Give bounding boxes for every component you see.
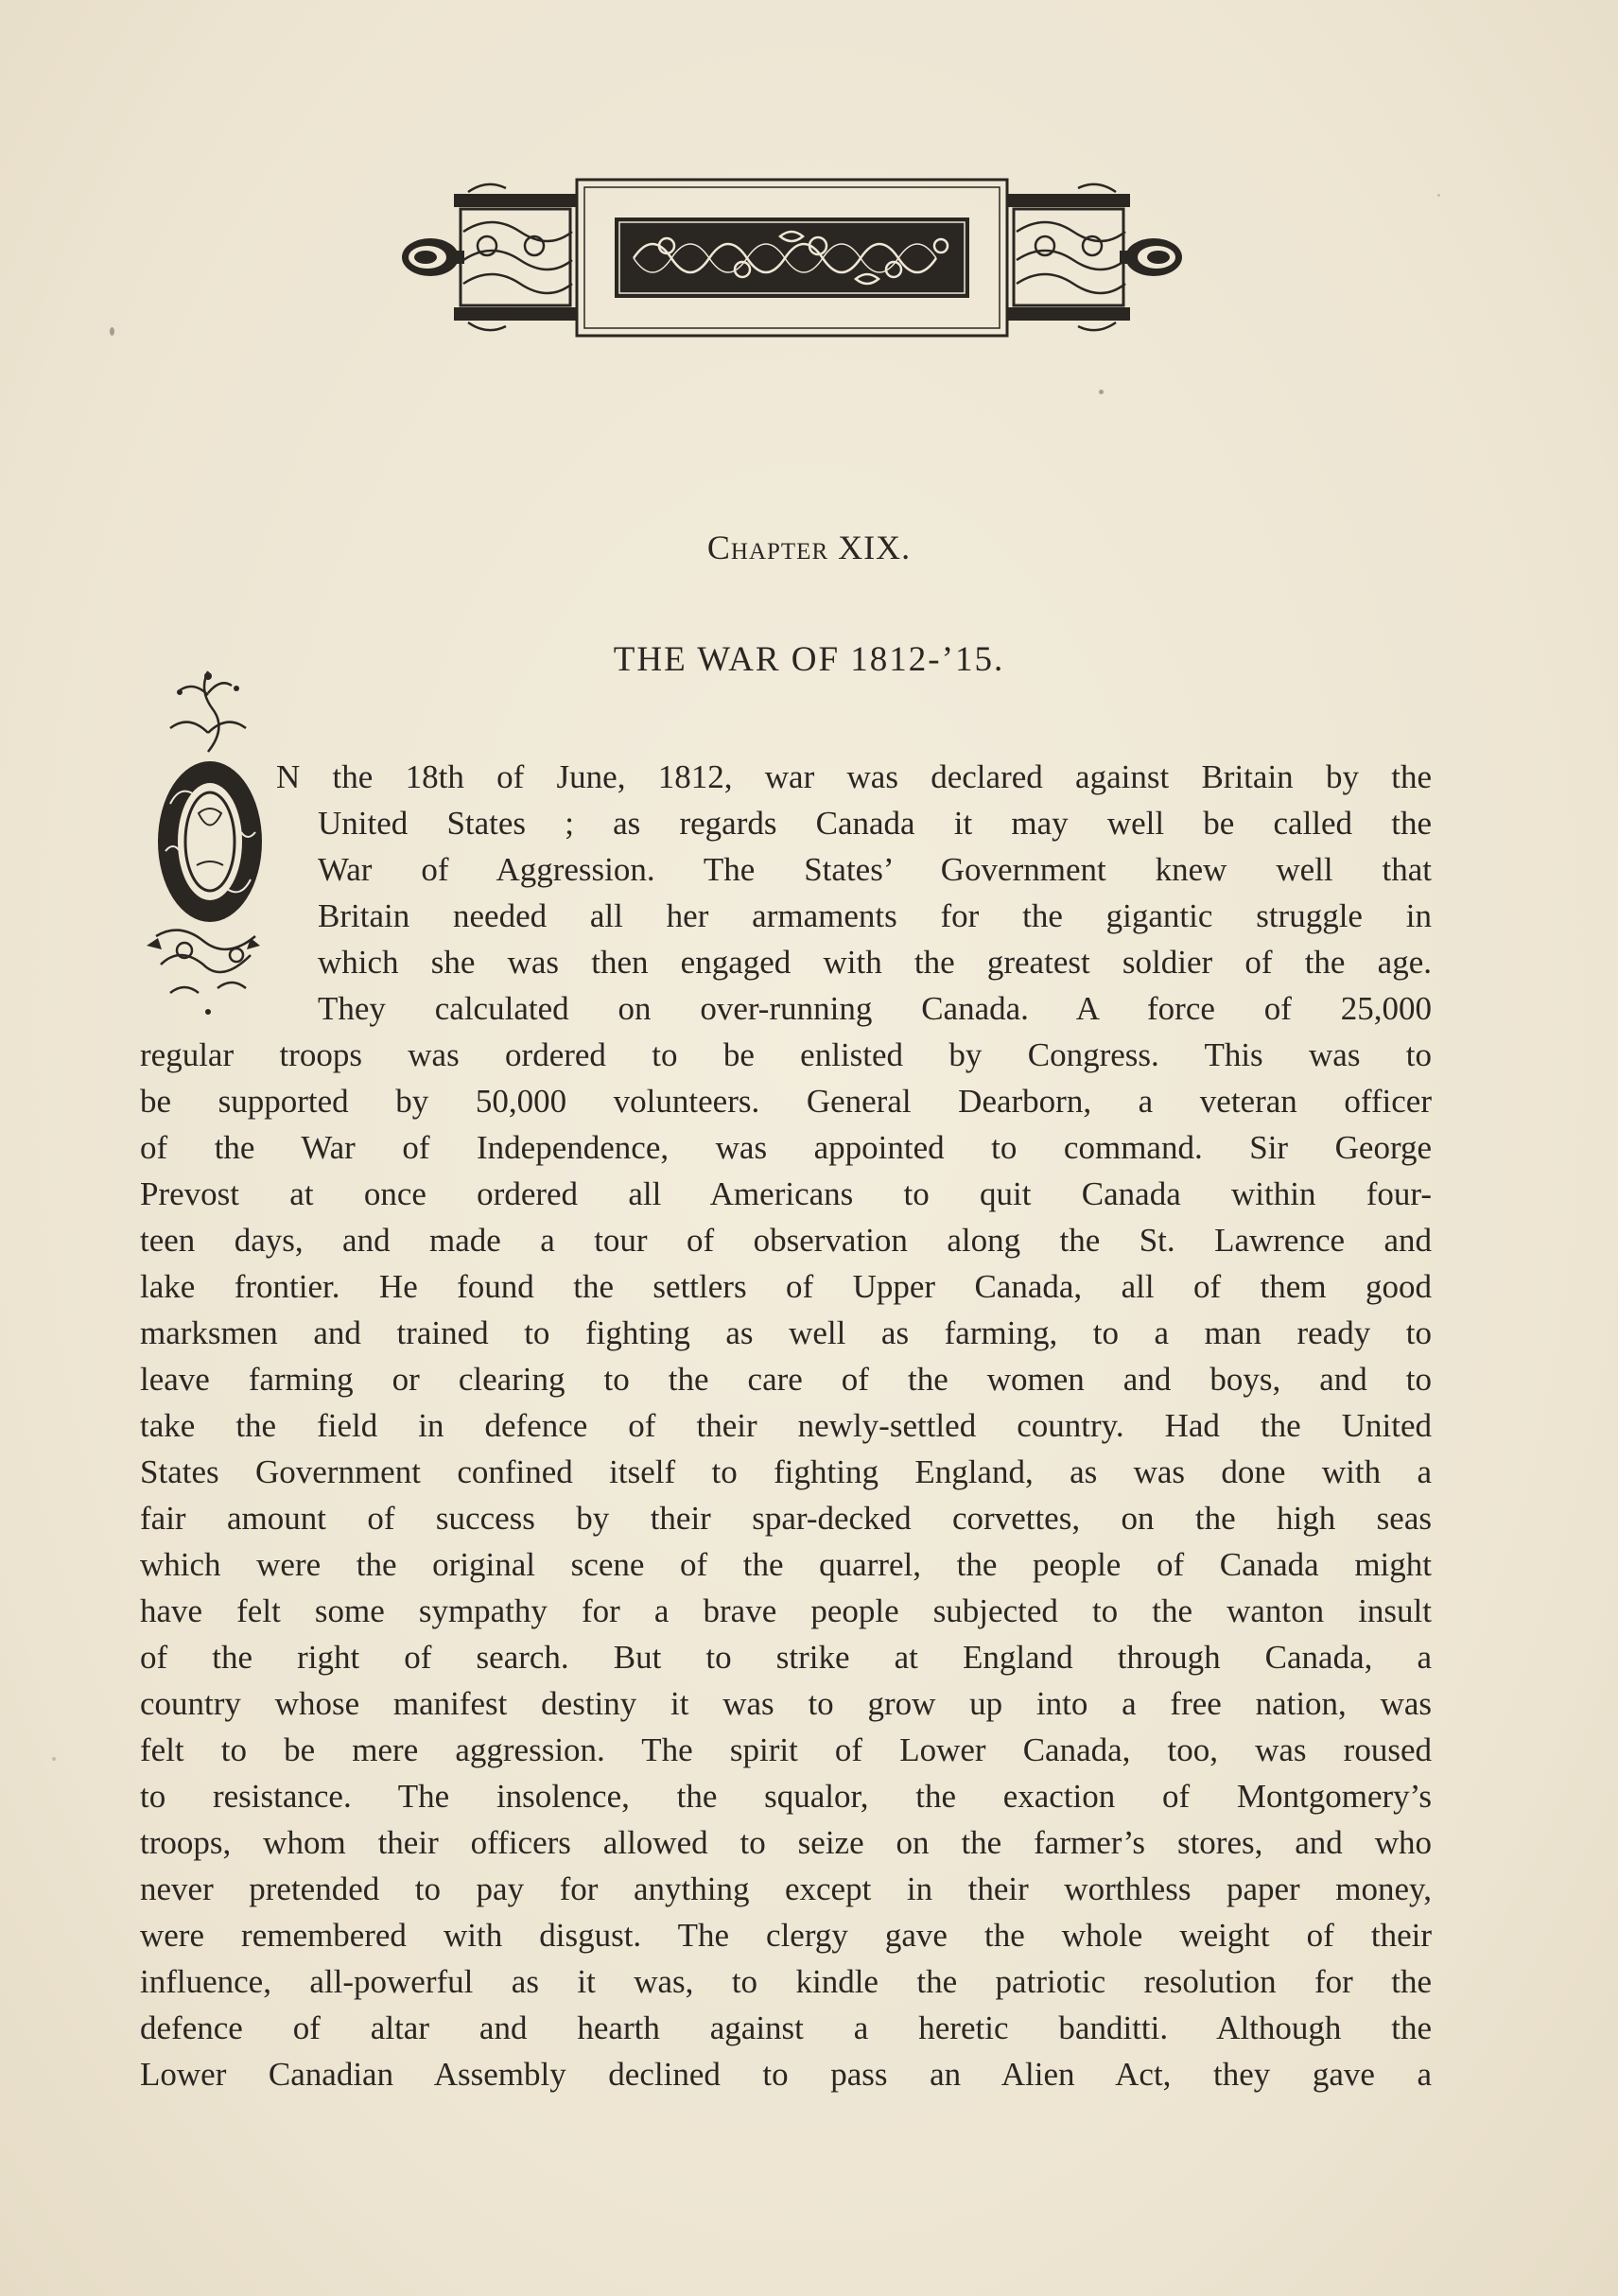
text-line: troops, whom their officers allowed to seize on the farmer’s stores, and who [140,1824,1432,1861]
text-line: United States ; as regards Canada it may well be called the [318,805,1432,842]
text-line: War of Aggression. The States’ Government knew well that [318,851,1432,888]
paper-speck [52,1757,56,1761]
text-line: take the field in defence of their newly-settled country. Had the United [140,1407,1432,1444]
drop-cap-paragraph [276,754,1432,1032]
headpiece-ornament-icon [383,175,1201,340]
paper-speck [1099,390,1104,394]
text-line: influence, all-powerful as it was, to kindle the patriotic resolution for the [140,1963,1432,2000]
text-line: which she was then engaged with the greatest soldier of the age. [318,944,1432,981]
text-line: N the 18th of June, 1812, war was declared against Britain by the [276,758,1432,795]
text-line: States Government confined itself to fighting England, as was done with a [140,1453,1432,1490]
text-line: be supported by 50,000 volunteers. General Dearborn, a veteran officer [140,1083,1432,1120]
chapter-title: THE WAR OF 1812-’15. [613,640,1005,679]
text-line: lake frontier. He found the settlers of Upper Canada, all of them good [140,1268,1432,1305]
decorated-initial-icon [142,662,274,1021]
text-line: defence of altar and hearth against a heretic banditti. Although the [140,2009,1432,2046]
text-line: which were the original scene of the quarrel, the people of Canada might [140,1546,1432,1583]
text-line: felt to be mere aggression. The spirit of Lower Canada, too, was roused [140,1731,1432,1768]
body-paragraph [140,1032,1432,2097]
text-line: Britain needed all her armaments for the gigantic struggle in [318,897,1432,934]
text-line: of the right of search. But to strike at England through Canada, a [140,1639,1432,1676]
text-line: were remembered with disgust. The clergy gave the whole weight of their [140,1917,1432,1954]
text-line: Lower Canadian Assembly declined to pass an Alien Act, they gave a [140,2056,1432,2093]
text-line: never pretended to pay for anything except in their worthless paper money, [140,1870,1432,1907]
chapter-number: Chapter XIX. [706,529,912,566]
paper-speck [110,327,114,336]
paper-speck [1437,194,1440,197]
text-line: of the War of Independence, was appointed to command. Sir George [140,1129,1432,1166]
text-line: marksmen and trained to fighting as well as farming, to a man ready to [140,1314,1432,1351]
text-line: to resistance. The insolence, the squalor, the exaction of Montgomery’s [140,1778,1432,1815]
text-line: They calculated on over-running Canada. A force of 25,000 [318,990,1432,1027]
text-line: have felt some sympathy for a brave people subjected to the wanton insult [140,1592,1432,1629]
text-line: fair amount of success by their spar-decked corvettes, on the high seas [140,1500,1432,1537]
text-line: leave farming or clearing to the care of the women and boys, and to [140,1361,1432,1398]
text-line: teen days, and made a tour of observation along the St. Lawrence and [140,1222,1432,1259]
text-line: regular troops was ordered to be enlisted by Congress. This was to [140,1036,1432,1073]
text-line: country whose manifest destiny it was to grow up into a free nation, was [140,1685,1432,1722]
text-line: Prevost at once ordered all Americans to quit Canada within four- [140,1175,1432,1212]
